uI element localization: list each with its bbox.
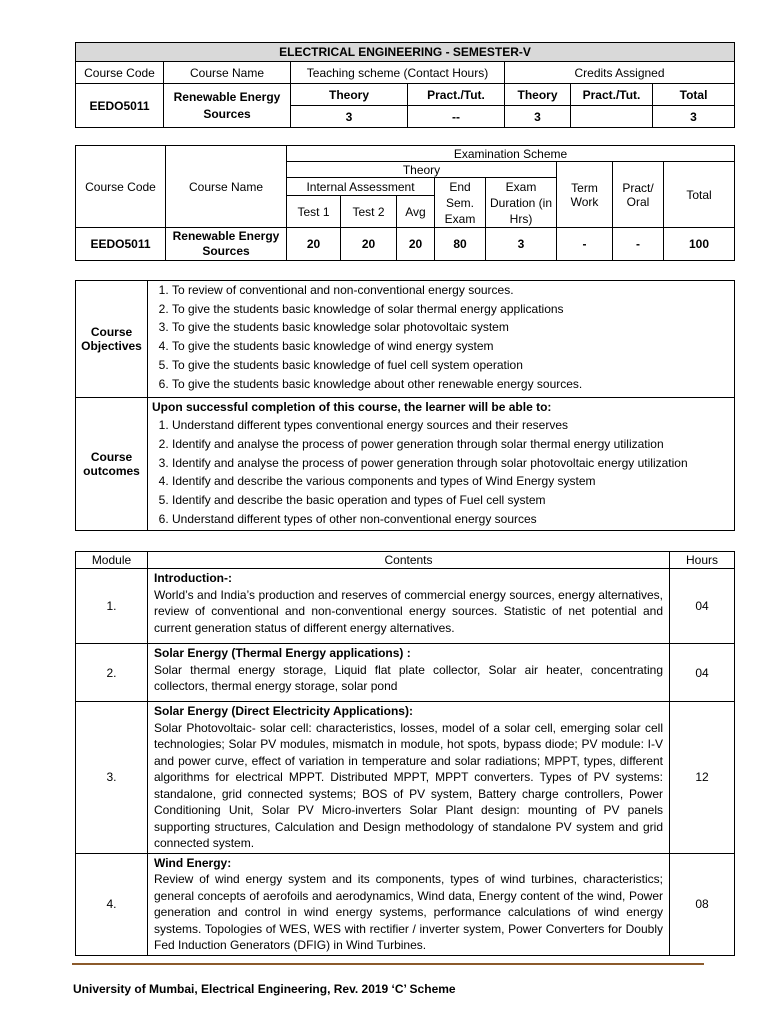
module-body: Review of wind energy system and its components, types of wind turbines, characteristics; general concepts of aerofoils and aerodynamics, Wind data, Energy content of the wind, Power generation and control in wind energy systems, performance calculations of wind energy systems. Topologies of WES, WES with rectifier / inverter system, Power Converters for Doubly Fed Induction Generators (DFIG) in Wind Turbines. [154, 872, 663, 952]
module-number: 3. [76, 702, 148, 854]
credit-theory-value: 3 [505, 106, 571, 128]
exam-course-code-header: Course Code [76, 146, 166, 228]
module-content [148, 569, 670, 644]
module-title: Introduction-: [154, 571, 232, 585]
test2-value: 20 [341, 228, 397, 261]
term-work-value: - [557, 228, 613, 261]
course-code: EEDO5011 [76, 84, 164, 128]
outcome-item: 4. Identify and describe the various components and types of Wind Energy system [172, 472, 730, 491]
footer-text: University of Mumbai, Electrical Engineering, Rev. 2019 ‘C’ Scheme [73, 982, 456, 996]
module-content [148, 853, 670, 955]
avg-header: Avg [397, 196, 435, 228]
outcome-item: 1. Understand different types conventional energy sources and their reserves [172, 416, 730, 435]
outcome-item: 2. Identify and analyse the process of power generation through solar thermal energy utilization [172, 435, 730, 454]
module-body: World’s and India’s production and reserves of commercial energy sources, energy alternatives, review of conventional and non-conventional energy sources. Statistic of net potential and current generation status of different energy alternatives. [154, 587, 663, 635]
credit-pract-header: Pract./Tut. [571, 84, 653, 106]
objectives-list [152, 281, 730, 393]
objective-item: 5. To give the students basic knowledge of fuel cell system operation [172, 356, 730, 375]
objective-item: 1. To review of conventional and non-conventional energy sources. [172, 281, 730, 300]
teach-theory-header: Theory [291, 84, 408, 106]
module-body: Solar thermal energy storage, Liquid flat plate collector, Solar air heater, concentrating collectors, thermal energy storage, solar pond [154, 662, 663, 693]
test1-header: Test 1 [287, 196, 341, 228]
course-code-header: Course Code [76, 62, 164, 84]
pract-oral-header: Pract/ Oral [613, 162, 664, 228]
semester-header: ELECTRICAL ENGINEERING - SEMESTER-V [76, 43, 735, 62]
credit-total-value: 3 [653, 106, 735, 128]
outcomes-intro: Upon successful completion of this course, the learner will be able to: [152, 400, 552, 415]
module-number: 2. [76, 644, 148, 702]
course-name-header: Course Name [164, 62, 291, 84]
module-content [148, 644, 670, 702]
module-row [76, 644, 735, 702]
module-number: 4. [76, 853, 148, 955]
outcomes-label: Course outcomes [76, 398, 148, 531]
module-content [148, 702, 670, 854]
objective-item: 3. To give the students basic knowledge solar photovoltaic system [172, 318, 730, 337]
exam-theory-header: Theory [287, 162, 557, 178]
teach-pract-value: -- [408, 106, 505, 128]
objective-item: 2. To give the students basic knowledge of solar thermal energy applications [172, 300, 730, 319]
hours-header: Hours [670, 552, 735, 569]
exam-total-header: Total [664, 162, 735, 228]
teach-theory-value: 3 [291, 106, 408, 128]
credit-theory-header: Theory [505, 84, 571, 106]
exam-course-code: EEDO5011 [76, 228, 166, 261]
objectives-label: Course Objectives [76, 281, 148, 398]
test2-header: Test 2 [341, 196, 397, 228]
outcome-item: 3. Identify and analyse the process of power generation through solar photovoltaic energy utilization [172, 454, 730, 473]
term-work-header: Term Work [557, 162, 613, 228]
duration-value: 3 [486, 228, 557, 261]
footer-rule [72, 963, 704, 965]
module-hours: 12 [670, 702, 735, 854]
modules-table [75, 551, 735, 956]
exam-course-name: Renewable Energy Sources [166, 228, 287, 261]
outcomes-list [152, 416, 730, 528]
outcome-item: 5. Identify and describe the basic operation and types of Fuel cell system [172, 491, 730, 510]
module-row [76, 702, 735, 854]
examination-scheme-table [75, 145, 735, 261]
credit-pract-value [571, 106, 653, 128]
module-header: Module [76, 552, 148, 569]
teach-pract-header: Pract./Tut. [408, 84, 505, 106]
module-row [76, 569, 735, 644]
credits-header: Credits Assigned [505, 62, 735, 84]
module-hours: 04 [670, 644, 735, 702]
credit-total-header: Total [653, 84, 735, 106]
module-hours: 04 [670, 569, 735, 644]
teaching-scheme-header: Teaching scheme (Contact Hours) [291, 62, 505, 84]
module-title: Wind Energy: [154, 855, 232, 870]
pract-oral-value: - [613, 228, 664, 261]
module-hours: 08 [670, 853, 735, 955]
internal-assessment-header: Internal Assessment [287, 178, 435, 196]
objective-item: 4. To give the students basic knowledge of wind energy system [172, 337, 730, 356]
contents-header: Contents [148, 552, 670, 569]
test1-value: 20 [287, 228, 341, 261]
module-number: 1. [76, 569, 148, 644]
exam-course-name-header: Course Name [166, 146, 287, 228]
exam-total-value: 100 [664, 228, 735, 261]
objectives-outcomes-table [75, 280, 735, 531]
outcome-item: 6. Understand different types of other non-conventional energy sources [172, 510, 730, 529]
exam-duration-header: Exam Duration (in Hrs) [486, 178, 557, 228]
end-sem-value: 80 [435, 228, 486, 261]
module-body: Solar Photovoltaic- solar cell: characteristics, losses, model of a solar cell, emerging solar cell technologies; Solar PV modules, mismatch in module, hot spots, bypass diode; PV module: I-V and power curve, effect of variation in temperature and solar radiations; MPPT, types, different algorithms for electrical MPPT. Distributed MPPT, MPPT converters. Types of PV systems: standalone, grid connected systems; BOS of PV system, Battery charge controllers, Power Conditioning Unit, Solar PV Micro-inverters Solar Plant design: mounting of PV panels supporting structures, Calculation and Design methodology of standalone PV system and grid connected system. [154, 720, 663, 850]
module-row [76, 853, 735, 955]
objectives-cell [148, 281, 735, 398]
avg-value: 20 [397, 228, 435, 261]
teaching-scheme-table [75, 42, 735, 128]
module-title: Solar Energy (Direct Electricity Applications): [154, 704, 413, 718]
module-title: Solar Energy (Thermal Energy applications) : [154, 646, 411, 660]
objective-item: 6. To give the students basic knowledge about other renewable energy sources. [172, 375, 730, 394]
course-name: Renewable Energy Sources [164, 84, 291, 128]
exam-scheme-header: Examination Scheme [287, 146, 735, 162]
end-sem-header: End Sem. Exam [435, 178, 486, 228]
outcomes-cell [148, 398, 735, 531]
